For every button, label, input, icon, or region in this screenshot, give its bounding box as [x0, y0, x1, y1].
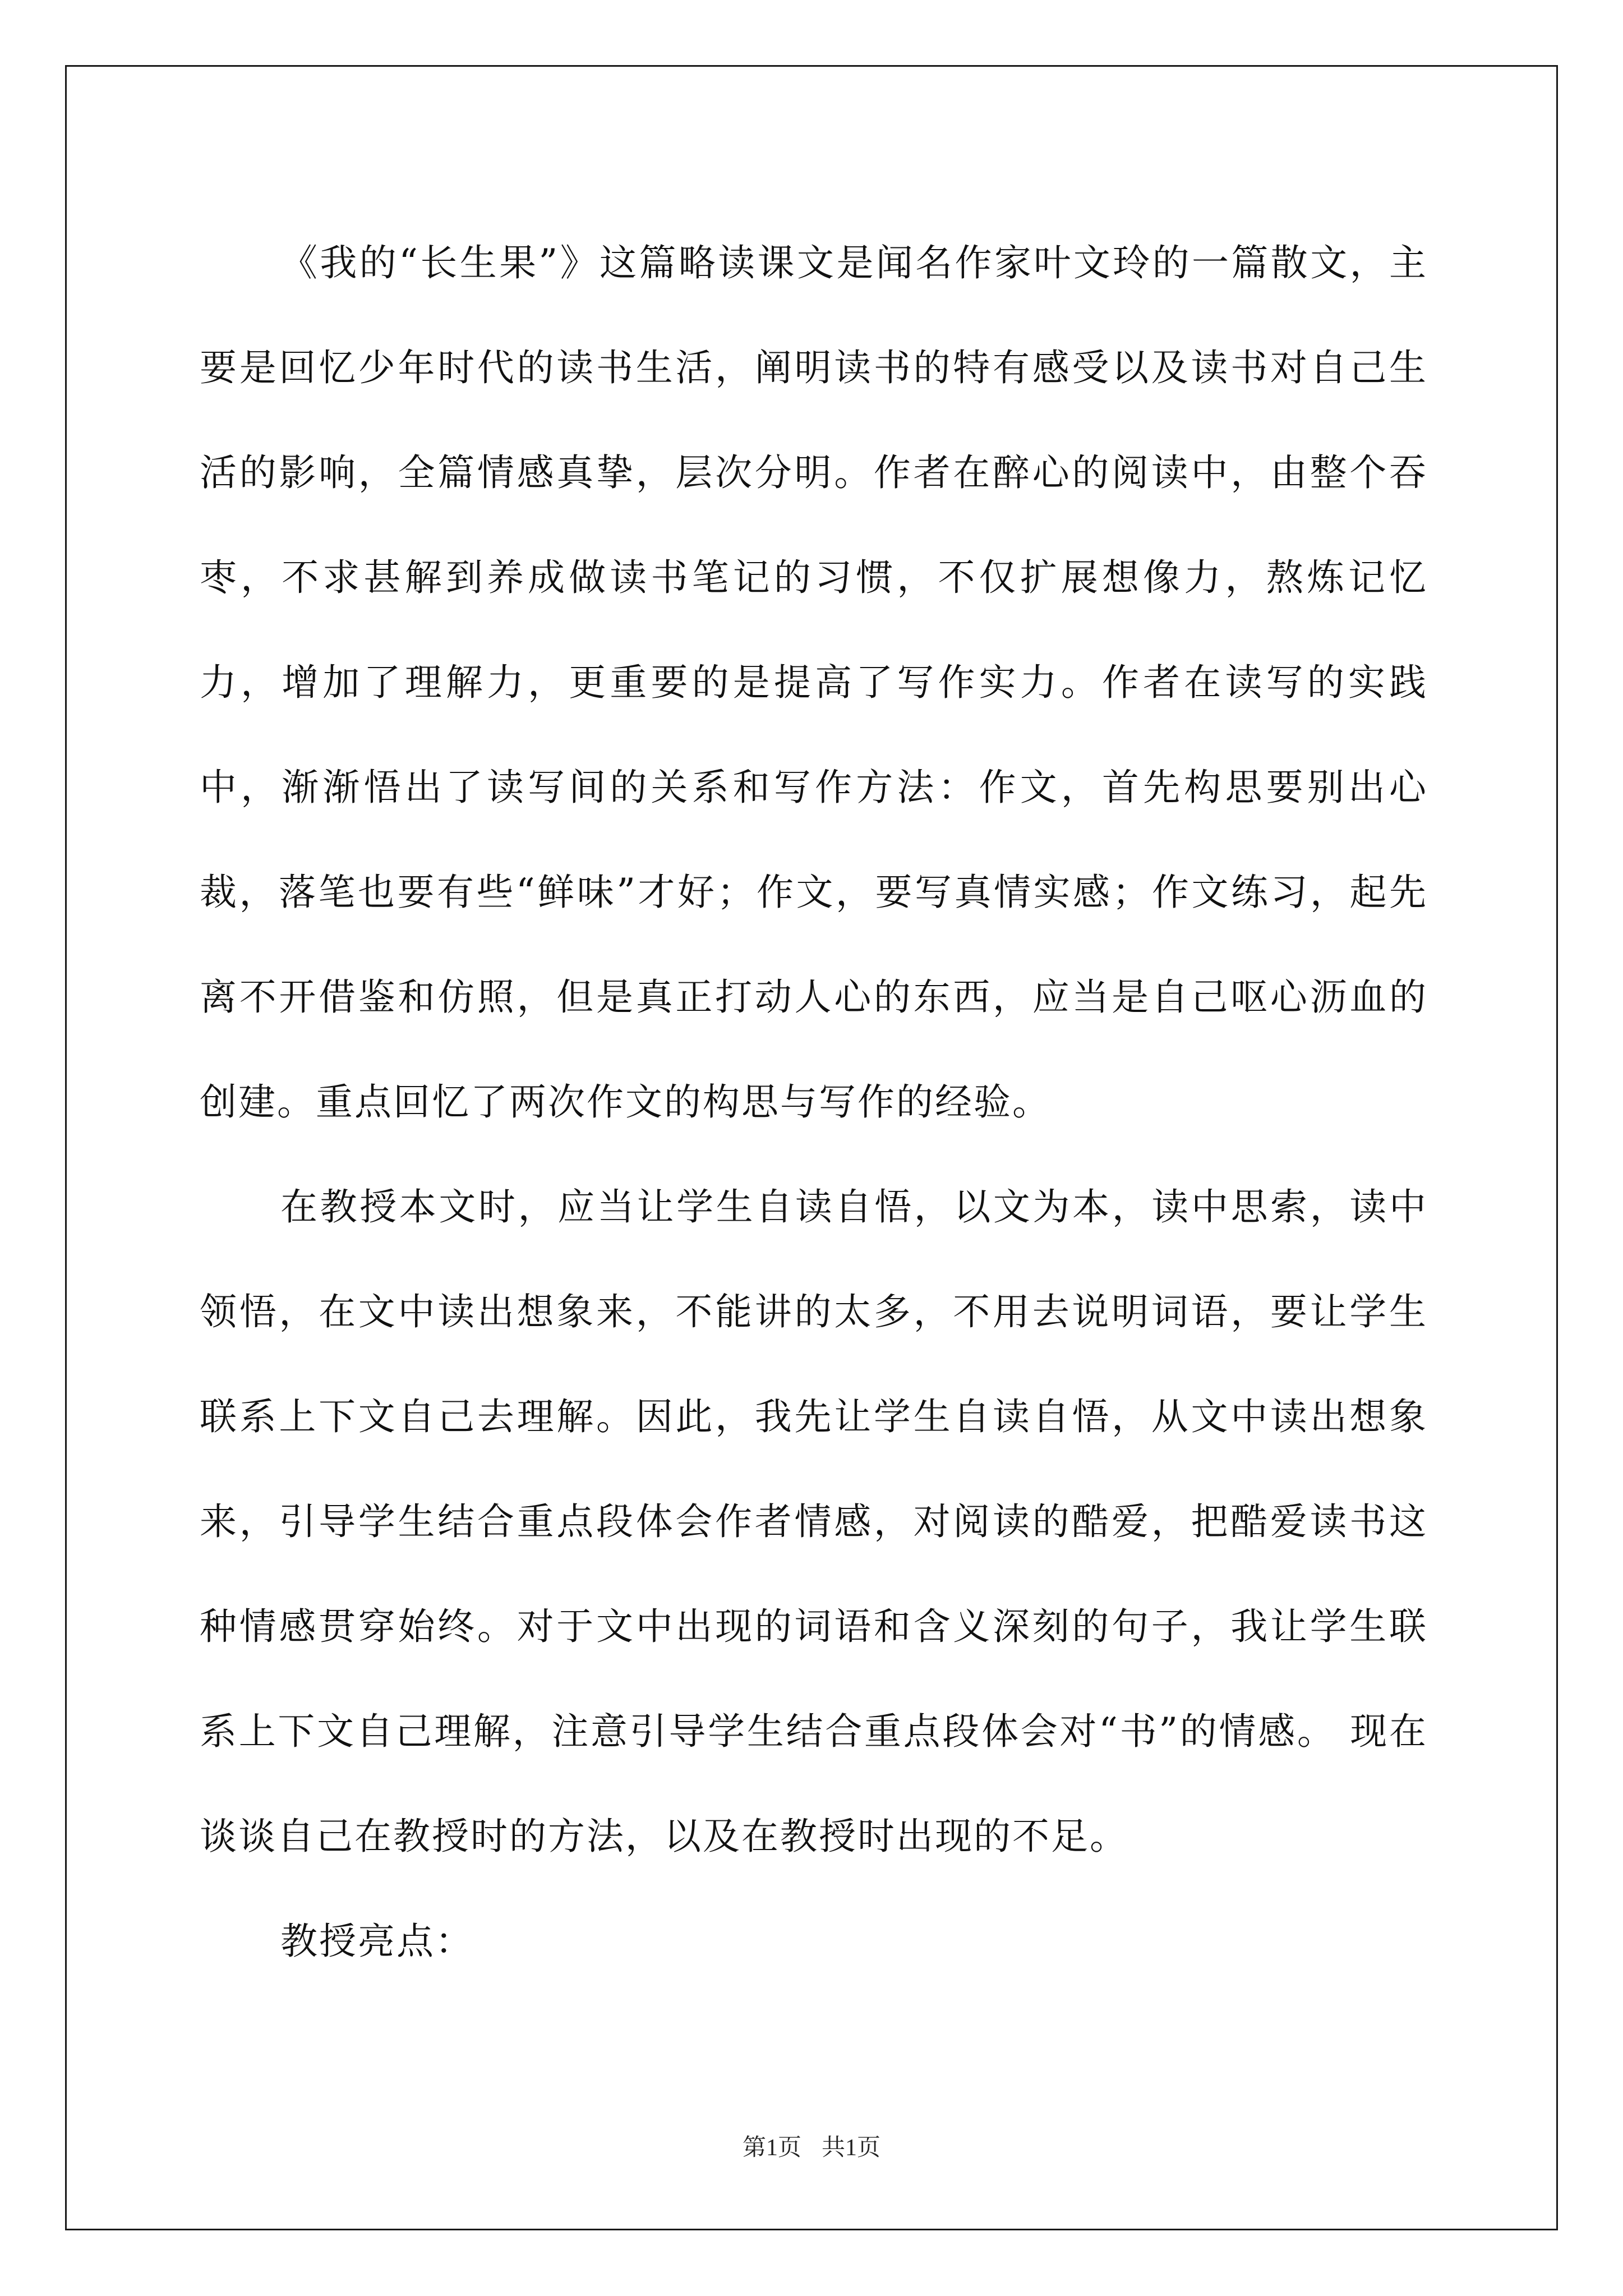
paragraph-2: 在教授本文时，应当让学生自读自悟，以文为本，读中思索，读中领悟，在文中读出想象来，不能讲的太多，不用去说明词语，要让学生联系上下文自己去理解。因此，我先让学生自读自悟，从文中读出想象来，引导学生结合重点段体会作者情感，对阅读的酷爱，把酷爱读书这种情感贯穿始终。对于文中出现的词语和含义深刻的句子，我让学生联系上下文自己理解，注意引导学生结合重点段体会对“书”的情感。 现在谈谈自己在教授时的方法，以及在教授时出现的不足。: [200, 1185, 1428, 1858]
paragraph-3: 教授亮点：: [280, 1920, 474, 1963]
document-body: [200, 210, 1428, 1994]
paragraph-1: 《我的“长生果”》这篇略读课文是闻名作家叶文玲的一篇散文，主要是回忆少年时代的读书生活，阐明读书的特有感受以及读书对自己生活的影响，全篇情感真挚，层次分明。作者在醉心的阅读中，由整个吞枣，不求甚解到养成做读书笔记的习惯，不仅扩展想像力，熬炼记忆力，增加了理解力，更重要的是提高了写作实力。作者在读写的实践中，渐渐悟出了读写间的关系和写作方法：作文，首先构思要别出心裁，落笔也要有些“鲜味”才好；作文，要写真情实感；作文练习，起先离不开借鉴和仿照，但是真正打动人心的东西，应当是自己呕心沥血的创建。重点回忆了两次作文的构思与写作的经验。: [200, 241, 1428, 1124]
page-number: 第1页: [742, 2135, 801, 2161]
page-total: 共1页: [822, 2135, 881, 2161]
page-footer: [0, 2129, 1623, 2162]
